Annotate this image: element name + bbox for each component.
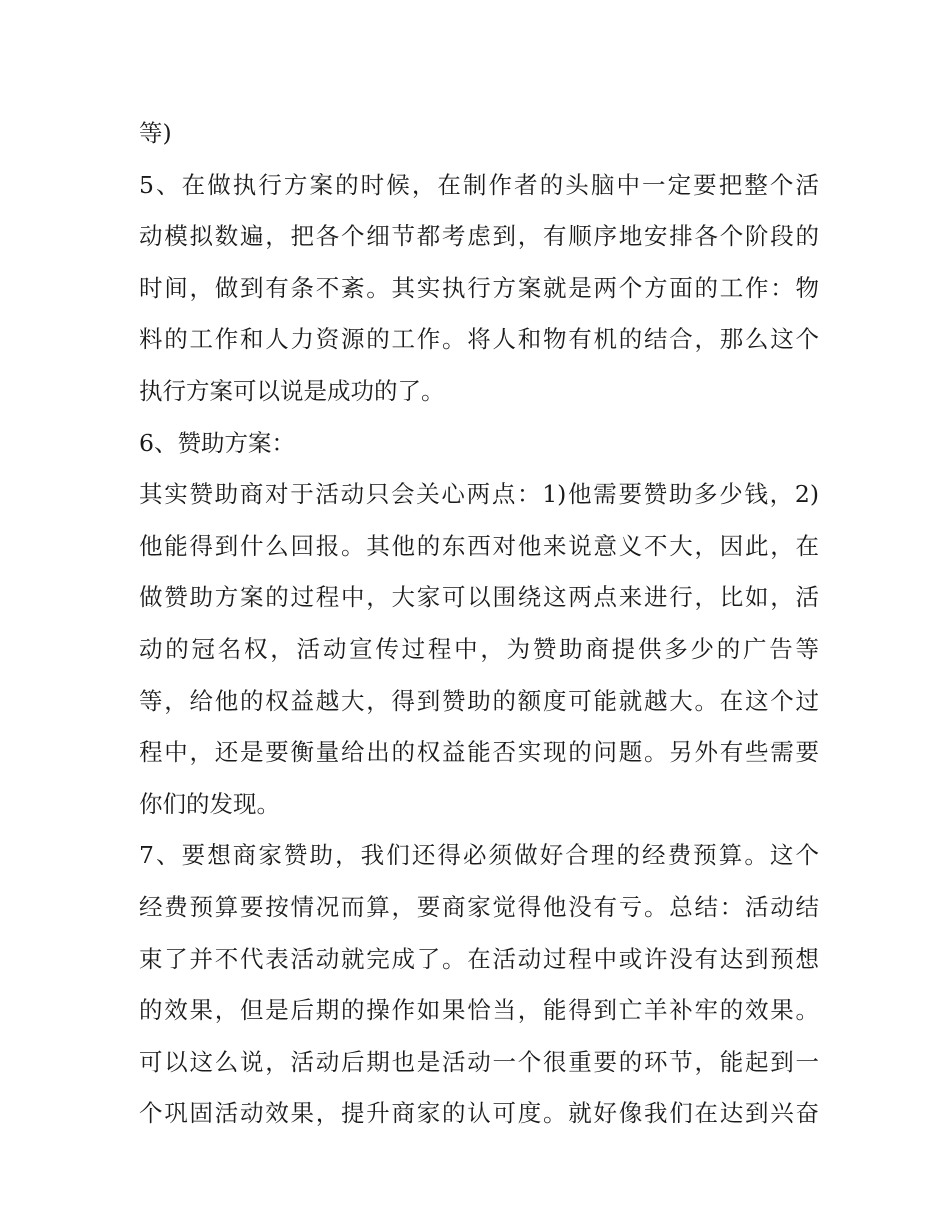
paragraph-line: 执行方案可以说是成功的了。 — [139, 376, 445, 405]
paragraph-line: 5、在做执行方案的时候，在制作者的头脑中一定要把整个活 — [139, 170, 819, 199]
paragraph-line: 束了并不代表活动就完成了。在活动过程中或许没有达到预想 — [139, 944, 819, 973]
paragraph-line: 动模拟数遍，把各个细节都考虑到，有顺序地安排各个阶段的 — [139, 222, 819, 251]
paragraph-line: 的效果，但是后期的操作如果恰当，能得到亡羊补牢的效果。 — [139, 996, 819, 1025]
paragraph-line: 料的工作和人力资源的工作。将人和物有机的结合，那么这个 — [139, 325, 819, 354]
paragraph-line: 他能得到什么回报。其他的东西对他来说意义不大，因此，在 — [139, 531, 819, 560]
paragraph-line: 6、赞助方案： — [139, 428, 295, 457]
paragraph-line: 可以这么说，活动后期也是活动一个很重要的环节，能起到一 — [139, 1047, 819, 1076]
paragraph-line: 动的冠名权，活动宣传过程中，为赞助商提供多少的广告等 — [139, 634, 819, 663]
paragraph-line: 等) — [139, 119, 172, 147]
paragraph-line: 等，给他的权益越大，得到赞助的额度可能就越大。在这个过 — [139, 686, 819, 715]
paragraph-line: 做赞助方案的过程中，大家可以围绕这两点来进行，比如，活 — [139, 583, 819, 612]
paragraph-line: 其实赞助商对于活动只会关心两点：1)他需要赞助多少钱，2) — [139, 480, 819, 509]
paragraph-line: 你们的发现。 — [139, 789, 280, 818]
paragraph-line: 7、要想商家赞助，我们还得必须做好合理的经费预算。这个 — [139, 841, 819, 870]
body-text — [139, 108, 819, 1140]
paragraph-line: 经费预算要按情况而算，要商家觉得他没有亏。总结：活动结 — [139, 892, 819, 921]
paragraph-line: 个巩固活动效果，提升商家的认可度。就好像我们在达到兴奋 — [139, 1099, 819, 1128]
paragraph-line: 程中，还是要衡量给出的权益能否实现的问题。另外有些需要 — [139, 738, 819, 767]
paragraph-line: 时间，做到有条不紊。其实执行方案就是两个方面的工作：物 — [139, 273, 819, 302]
